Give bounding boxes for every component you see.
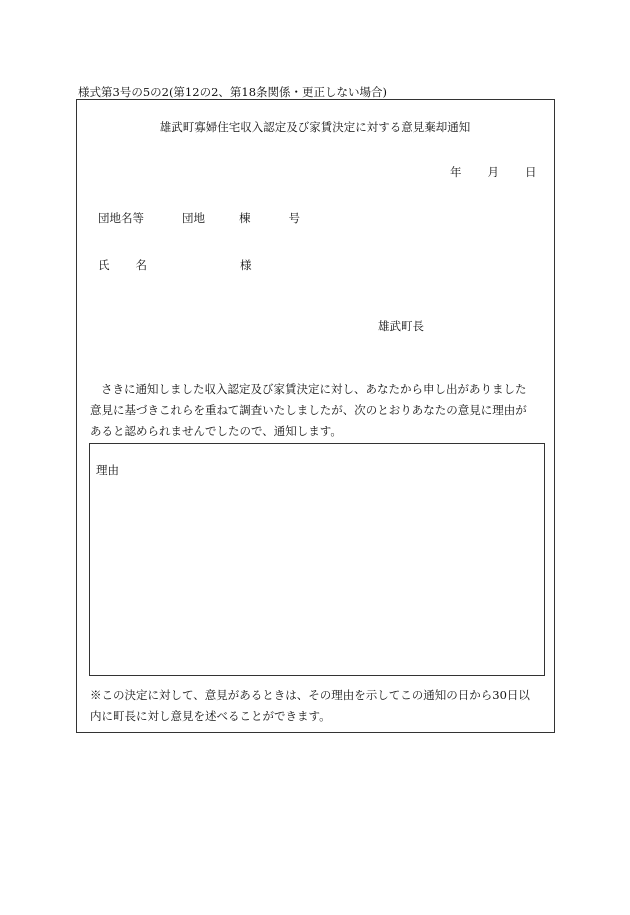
- date-line: [450, 164, 537, 180]
- form-number-label: 様式第3号の5の2(第12の2、第18条関係・更正しない場合): [78, 85, 388, 99]
- note-line: ※この決定に対して、意見があるときは、その理由を示してこの通知の日から30日以: [90, 688, 530, 702]
- document-title: 雄武町寡婦住宅収入認定及び家賃決定に対する意見棄却通知: [159, 120, 471, 134]
- name-label-1: 氏: [98, 258, 110, 272]
- name-label-2: 名: [135, 258, 147, 272]
- estate-danchi: 団地: [182, 211, 205, 225]
- date-month: 月: [487, 165, 499, 179]
- body-paragraph: [90, 379, 546, 442]
- estate-label: 団地名等: [98, 211, 144, 225]
- body-line: 意見に基づきこれらを重ねて調査いたしましたが、次のとおりあなたの意見に理由が: [90, 403, 527, 417]
- body-line: あると認められませんでしたので、通知します。: [90, 424, 342, 438]
- estate-to: 棟: [239, 211, 251, 225]
- note-line: 内に町長に対し意見を述べることができます。: [90, 709, 331, 723]
- body-line: さきに通知しました収入認定及び家賃決定に対し、あなたから申し出がありました: [101, 382, 527, 396]
- recipient-name-line: [98, 257, 252, 273]
- date-year: 年: [450, 165, 462, 179]
- reason-label: 理由: [96, 463, 119, 477]
- name-honorific: 様: [240, 258, 252, 272]
- estate-line: [98, 210, 300, 226]
- estate-go: 号: [288, 211, 300, 225]
- issuer-name: 雄武町長: [378, 319, 424, 333]
- appeal-note: [90, 685, 550, 727]
- date-day: 日: [525, 165, 537, 179]
- reason-box: [89, 443, 545, 676]
